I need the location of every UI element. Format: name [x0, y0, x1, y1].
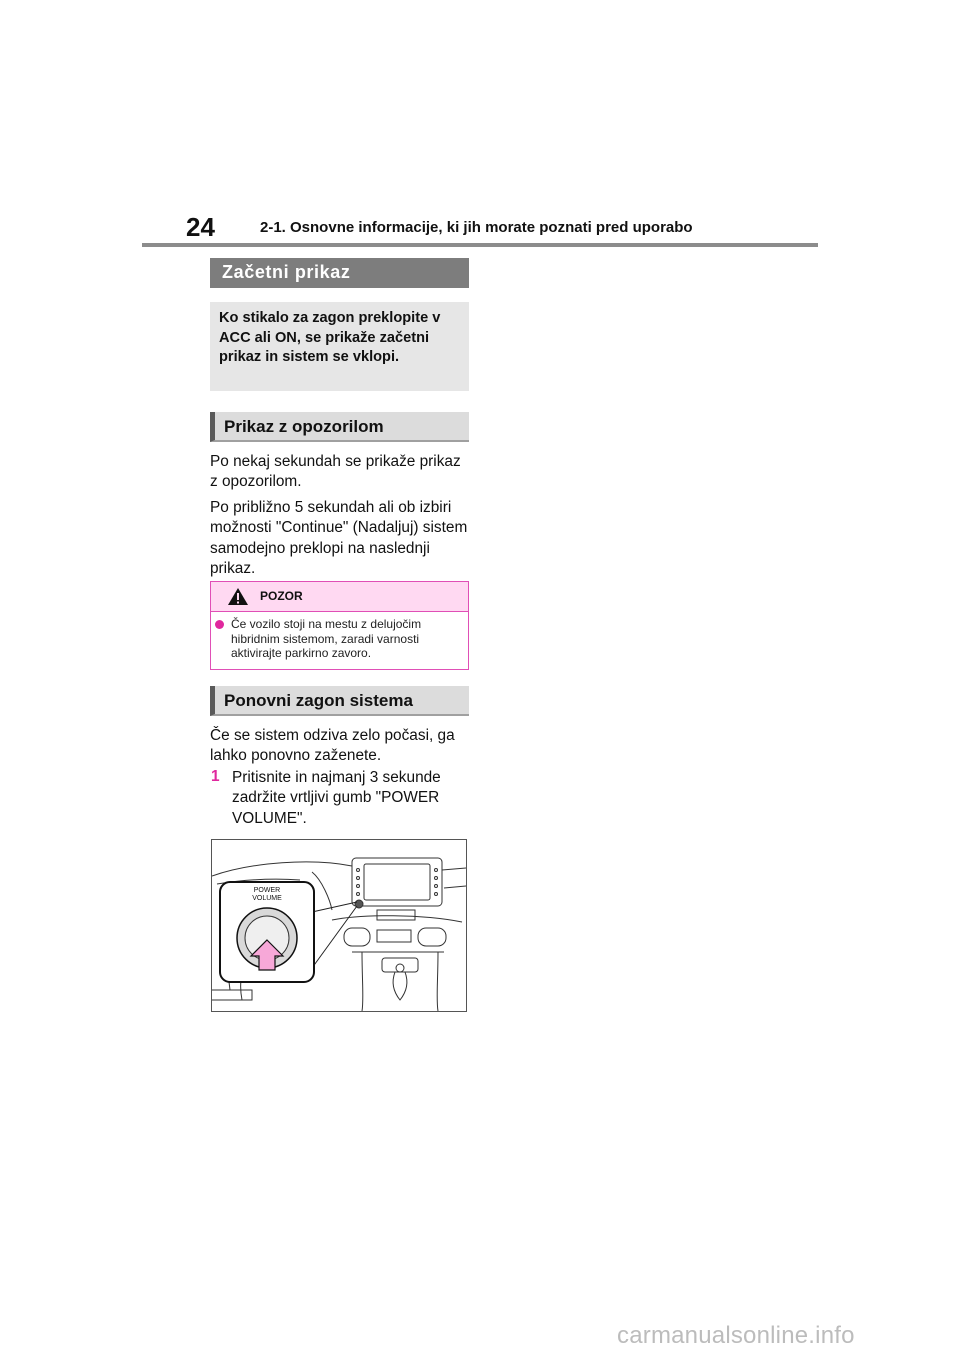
bullet-icon — [215, 620, 224, 629]
step-text: Pritisnite in najmanj 3 sekunde zadržite vrtljivi gumb "POWER VOLUME". — [232, 769, 441, 827]
page-number: 24 — [186, 212, 215, 242]
caution-label: POZOR — [260, 589, 303, 603]
header-divider — [142, 243, 818, 247]
caution-header — [211, 582, 468, 612]
dashboard-illustration — [211, 839, 467, 1012]
section-heading-caution-screen: Prikaz z opozorilom — [210, 412, 469, 442]
section-heading-initial-screen: Začetni prikaz — [210, 258, 469, 288]
dashboard-drawing — [212, 840, 466, 1011]
caution-screen-text — [210, 452, 470, 584]
intro-summary-box: Ko stikalo za zagon preklopite v ACC ali ON, se prikaže začetni prikaz in sistem se vklopi. — [210, 302, 469, 391]
paragraph: Po približno 5 sekundah ali ob izbiri možnosti "Continue" (Nadaljuj) sistem samodejno preklopi na naslednji prikaz. — [210, 498, 468, 578]
paragraph: Po nekaj sekundah se prikaže prikaz z opozorilom. — [210, 453, 461, 491]
callout-label-line1: POWER — [253, 887, 281, 894]
caution-box — [210, 581, 469, 670]
site-watermark: carmanualsonline.info — [617, 1322, 855, 1349]
warning-triangle-icon — [227, 587, 249, 606]
callout-label-line2: VOLUME — [252, 895, 282, 902]
caution-body — [211, 612, 468, 661]
chapter-title: 2-1. Osnovne informacije, ki jih morate poznati pred uporabo — [260, 219, 693, 236]
section-heading-restart-system: Ponovni zagon sistema — [210, 686, 469, 716]
restart-text: Če se sistem odziva zelo počasi, ga lahko ponovno zaženete. — [210, 727, 455, 765]
caution-text: Če vozilo stoji na mestu z delujočim hibridnim sistemom, zaradi varnosti aktivirajte parkirno zavoro. — [231, 617, 422, 661]
step-number: 1 — [211, 768, 220, 785]
